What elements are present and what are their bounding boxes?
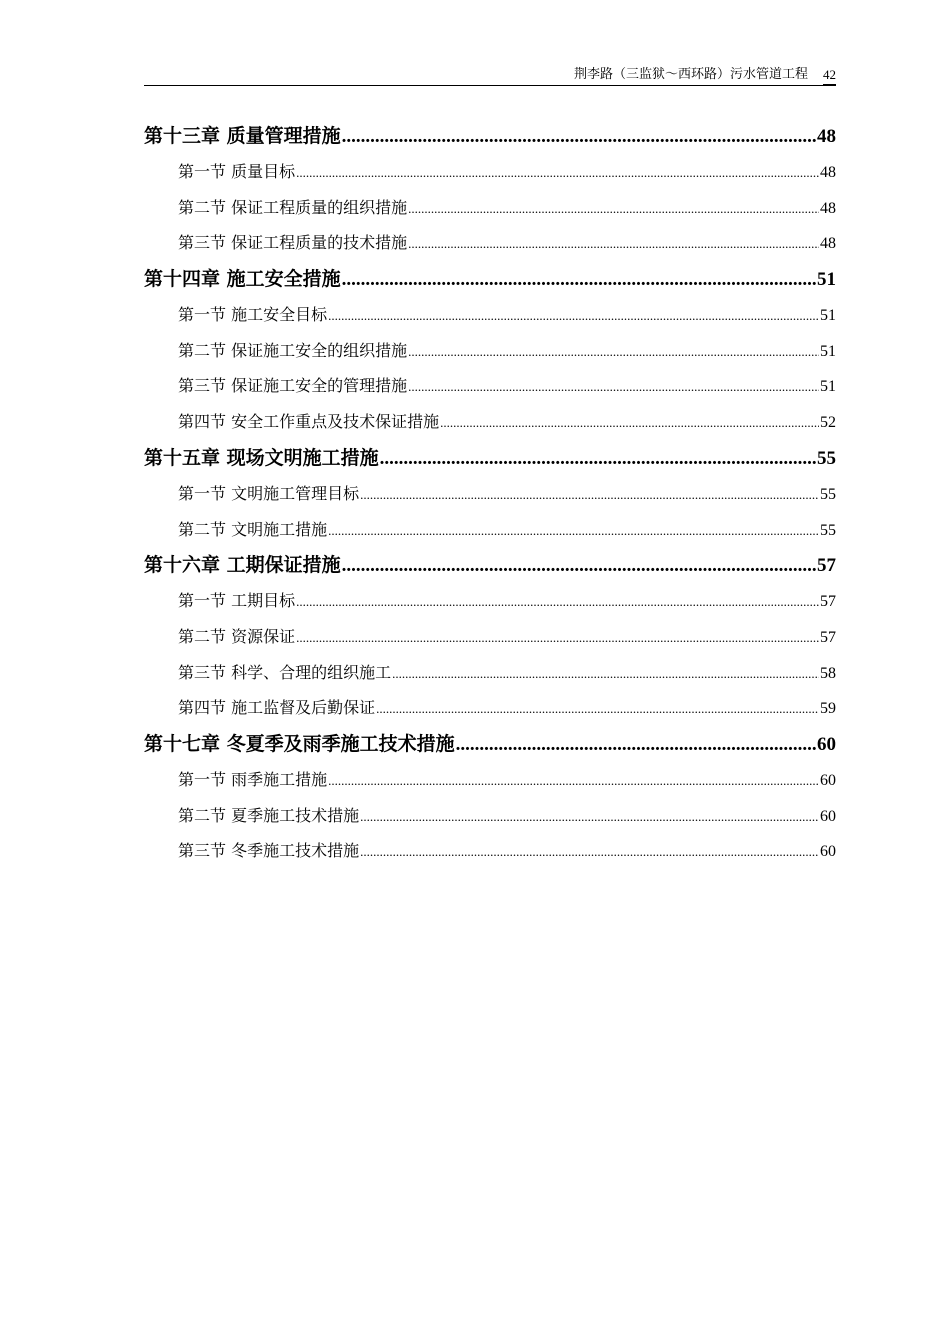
toc-entry-page: 60 [820, 771, 836, 789]
toc-entry-label: 第三节 保证工程质量的技术措施 [178, 233, 408, 253]
toc-entry-page: 57 [820, 593, 836, 611]
toc-section-entry[interactable] [144, 655, 836, 691]
toc-dot-leader [392, 656, 819, 692]
toc-entry-label: 第十五章 现场文明施工措施 [144, 446, 379, 469]
toc-section-entry[interactable] [144, 333, 836, 369]
toc-entry-label: 第一节 雨季施工措施 [178, 769, 328, 789]
toc-entry-page: 60 [820, 843, 836, 861]
toc-dot-leader [360, 799, 819, 835]
page-number: 42 [823, 66, 836, 85]
toc-section-entry[interactable] [144, 404, 836, 440]
toc-entry-label: 第一节 文明施工管理目标 [178, 483, 360, 503]
toc-section-entry[interactable] [144, 619, 836, 655]
toc-dot-leader [328, 298, 819, 334]
toc-section-entry[interactable] [144, 225, 836, 261]
toc-entry-page: 48 [820, 235, 836, 253]
toc-entry-label: 第一节 施工安全目标 [178, 305, 328, 325]
toc-dot-leader [360, 477, 819, 513]
toc-entry-page: 57 [817, 555, 836, 577]
toc-dot-leader [376, 691, 819, 727]
toc-entry-page: 60 [817, 733, 836, 755]
toc-dot-leader [456, 727, 816, 763]
toc-entry-label: 第十三章 质量管理措施 [144, 125, 341, 147]
toc-entry-label: 第三节 科学、合理的组织施工 [178, 662, 392, 682]
toc-entry-label: 第四节 施工监督及后勤保证 [178, 698, 376, 718]
toc-dot-leader [408, 191, 819, 227]
toc-entry-label: 第四节 安全工作重点及技术保证措施 [178, 412, 440, 432]
toc-entry-page: 48 [820, 199, 836, 217]
document-title: 荆李路（三监狱～西环路）污水管道工程 [573, 67, 808, 82]
toc-section-entry[interactable] [144, 798, 836, 834]
toc-section-entry[interactable] [144, 762, 836, 798]
toc-entry-label: 第二节 保证施工安全的组织措施 [178, 340, 408, 360]
toc-entry-label: 第一节 工期目标 [178, 591, 296, 611]
toc-entry-label: 第十六章 工期保证措施 [144, 554, 341, 577]
toc-entry-page: 60 [820, 807, 836, 825]
toc-entry-page: 51 [820, 307, 836, 325]
toc-entry-label: 第一节 质量目标 [178, 162, 296, 181]
toc-entry-label: 第三节 保证施工安全的管理措施 [178, 376, 408, 396]
toc-section-entry[interactable] [144, 583, 836, 619]
toc-chapter-entry[interactable] [144, 547, 836, 583]
table-of-contents [144, 118, 836, 869]
toc-dot-leader [408, 334, 819, 370]
toc-section-entry[interactable] [144, 368, 836, 404]
toc-dot-leader [360, 834, 819, 870]
toc-section-entry[interactable] [144, 512, 836, 548]
toc-entry-label: 第三节 冬季施工技术措施 [178, 841, 360, 861]
toc-entry-page: 51 [817, 269, 836, 291]
toc-dot-leader [342, 119, 816, 155]
toc-entry-label: 第十七章 冬夏季及雨季施工技术措施 [144, 732, 455, 755]
toc-dot-leader [342, 262, 816, 298]
toc-entry-page: 59 [820, 700, 836, 718]
toc-entry-label: 第二节 夏季施工技术措施 [178, 805, 360, 825]
toc-section-entry[interactable] [144, 297, 836, 333]
toc-entry-page: 51 [820, 378, 836, 396]
toc-entry-page: 55 [817, 447, 836, 469]
toc-dot-leader [328, 513, 819, 549]
toc-section-entry[interactable] [144, 190, 836, 226]
toc-dot-leader [440, 405, 819, 441]
toc-entry-page: 57 [820, 628, 836, 646]
toc-chapter-entry[interactable] [144, 118, 836, 154]
toc-chapter-entry[interactable] [144, 726, 836, 762]
toc-entry-page: 58 [820, 664, 836, 682]
toc-entry-page: 48 [817, 126, 836, 147]
toc-dot-leader [296, 155, 819, 191]
toc-entry-page: 52 [820, 414, 836, 432]
toc-dot-leader [296, 584, 819, 620]
toc-dot-leader [342, 548, 816, 584]
toc-section-entry[interactable] [144, 476, 836, 512]
toc-dot-leader [380, 441, 816, 477]
toc-entry-label: 第二节 保证工程质量的组织措施 [178, 197, 408, 217]
toc-entry-label: 第二节 文明施工措施 [178, 519, 328, 539]
toc-dot-leader [408, 369, 819, 405]
toc-section-entry[interactable] [144, 690, 836, 726]
toc-section-entry[interactable] [144, 154, 836, 190]
toc-entry-label: 第二节 资源保证 [178, 626, 296, 646]
toc-entry-page: 55 [820, 485, 836, 503]
toc-entry-page: 55 [820, 521, 836, 539]
toc-entry-page: 48 [820, 164, 836, 181]
toc-section-entry[interactable] [144, 833, 836, 869]
toc-chapter-entry[interactable] [144, 261, 836, 297]
toc-dot-leader [296, 620, 819, 656]
page-header [144, 64, 836, 86]
toc-dot-leader [408, 226, 819, 262]
toc-entry-page: 51 [820, 342, 836, 360]
toc-entry-label: 第十四章 施工安全措施 [144, 268, 341, 291]
toc-chapter-entry[interactable] [144, 440, 836, 476]
toc-dot-leader [328, 763, 819, 799]
